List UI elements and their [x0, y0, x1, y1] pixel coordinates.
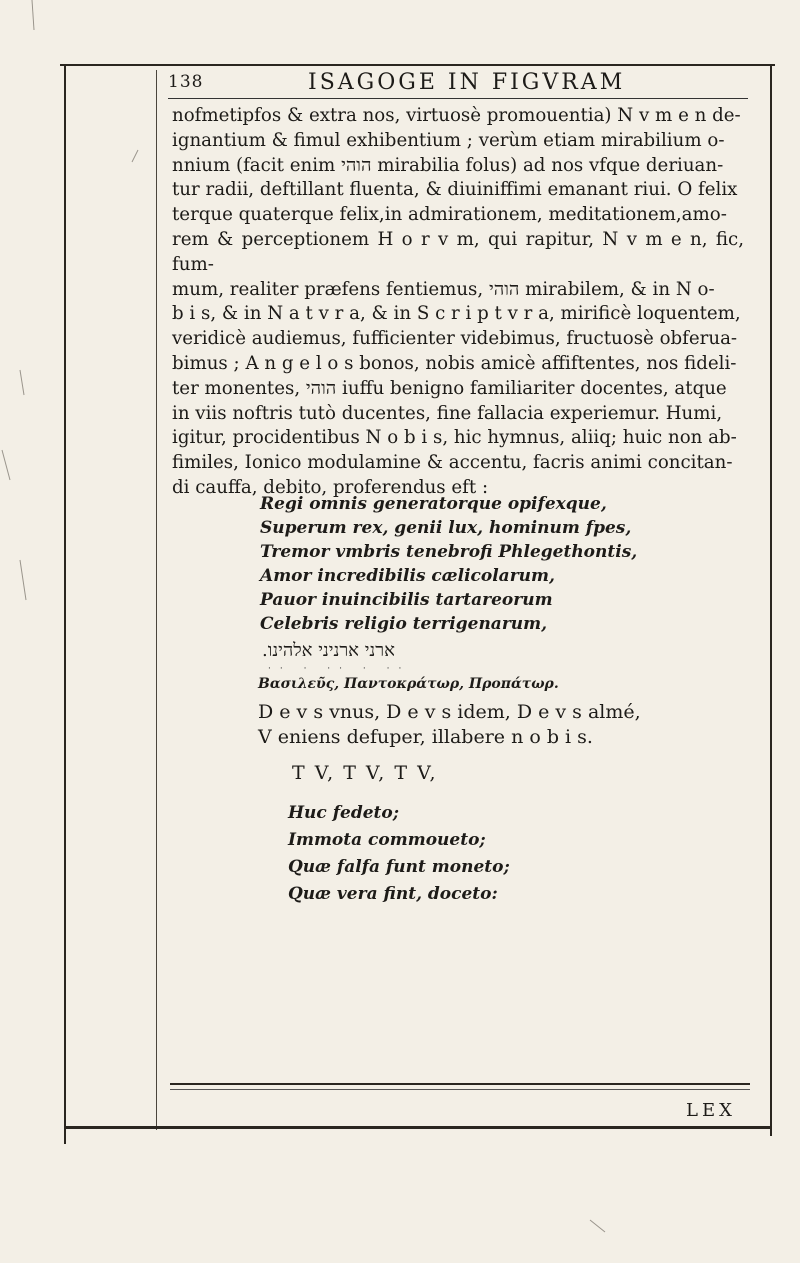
greek-line: Βασιλεῦς, Παντοκράτωρ, Προπάτωρ.	[258, 676, 559, 692]
body-line: rem & perceptionem H o r v m, qui rapitur, N v m e n, fic, fum-	[172, 228, 744, 275]
body-line: fimiles, Ionico modulamine & accentu, facris animi concitan-	[172, 452, 733, 474]
verse-line: Amor incredibilis cælicolarum,	[260, 566, 555, 586]
hymn-verse-latin	[260, 492, 637, 636]
body-line: in viis noftris tutò ducentes, fine fallacia experiemur. Humi,	[172, 402, 723, 424]
verse-line: Celebris religio terrigenarum,	[260, 614, 548, 634]
page-number: 138	[168, 72, 204, 92]
doxology	[258, 700, 641, 750]
body-line: igitur, procidentibus N o b i s, hic hymnus, aliiq; huic non ab-	[172, 427, 737, 449]
page-frame-right	[770, 66, 772, 1136]
body-line: nofmetipfos & extra nos, virtuosè promouentia) N v m e n de-	[172, 105, 741, 126]
verse-line: Huc fedeto;	[288, 803, 399, 823]
verse-line: Immota commoueto;	[288, 830, 486, 850]
body-line: terque quaterque felix,in admirationem, meditationem,amo-	[172, 204, 727, 226]
verse-line: Tremor vmbris tenebrofi Phlegethontis,	[260, 542, 638, 562]
verse-line: Quæ vera fint, doceto:	[288, 884, 498, 904]
body-line: ter monentes, הוהי iuffu benigno familiariter docentes, atque	[172, 377, 727, 399]
verse-line: Superum rex, genii lux, hominum fpes,	[260, 518, 632, 538]
body-line: veridicè audiemus, fufficienter videbimus, fructuosè obferua-	[172, 328, 738, 350]
body-line: nnium (facit enim הוהי mirabilia folus) ad nos vfque deriuan-	[172, 154, 724, 176]
verse-line: Regi omnis generatorque opifexque,	[260, 494, 607, 514]
verse-line: Pauor inuincibilis tartareorum	[260, 590, 553, 610]
running-title: ISAGOGE IN FIGVRAM	[308, 70, 626, 95]
body-line: tur radii, deftillant fluenta, & diuiniffimi emanant riui. O felix	[172, 179, 738, 201]
tv-refrain: T V, T V, T V,	[292, 762, 438, 784]
page-frame-left	[64, 64, 66, 1144]
page-frame-bottom	[64, 1126, 770, 1129]
page-gutter-line	[156, 70, 157, 1130]
body-line: mum, realiter præfens fentiemus, הוהי mirabilem, & in N o-	[172, 278, 715, 300]
body-paragraph	[172, 104, 744, 501]
body-line: ignantium & fimul exhibentium ; verùm etiam mirabilium o-	[172, 129, 725, 151]
running-header	[168, 70, 748, 99]
body-line: bimus ; A n g e l o s bonos, nobis amicè affiftentes, nos fideli-	[172, 352, 737, 374]
hymn-verse-closing	[288, 800, 510, 908]
catchword: LEX	[686, 1100, 736, 1121]
page-frame-top	[60, 64, 775, 66]
hebrew-line: ארני ארניני אלהינו.	[262, 640, 395, 661]
page-rule-bottom	[170, 1083, 750, 1085]
verse-line: Quæ falfa funt moneto;	[288, 857, 510, 877]
body-line: di cauffa, debito, proferendus eft :	[172, 476, 489, 498]
doxology-line: V eniens defuper, illabere n o b i s.	[258, 726, 593, 748]
page-rule-bottom-thin	[170, 1089, 750, 1090]
hebrew-vowel-points: ·· · ·· · ··	[268, 664, 411, 674]
body-line: b i s, & in N a t v r a, & in S c r i p t v r a, mirificè loquentem,	[172, 303, 741, 325]
doxology-line: D e v s vnus, D e v s idem, D e v s almé,	[258, 701, 641, 723]
